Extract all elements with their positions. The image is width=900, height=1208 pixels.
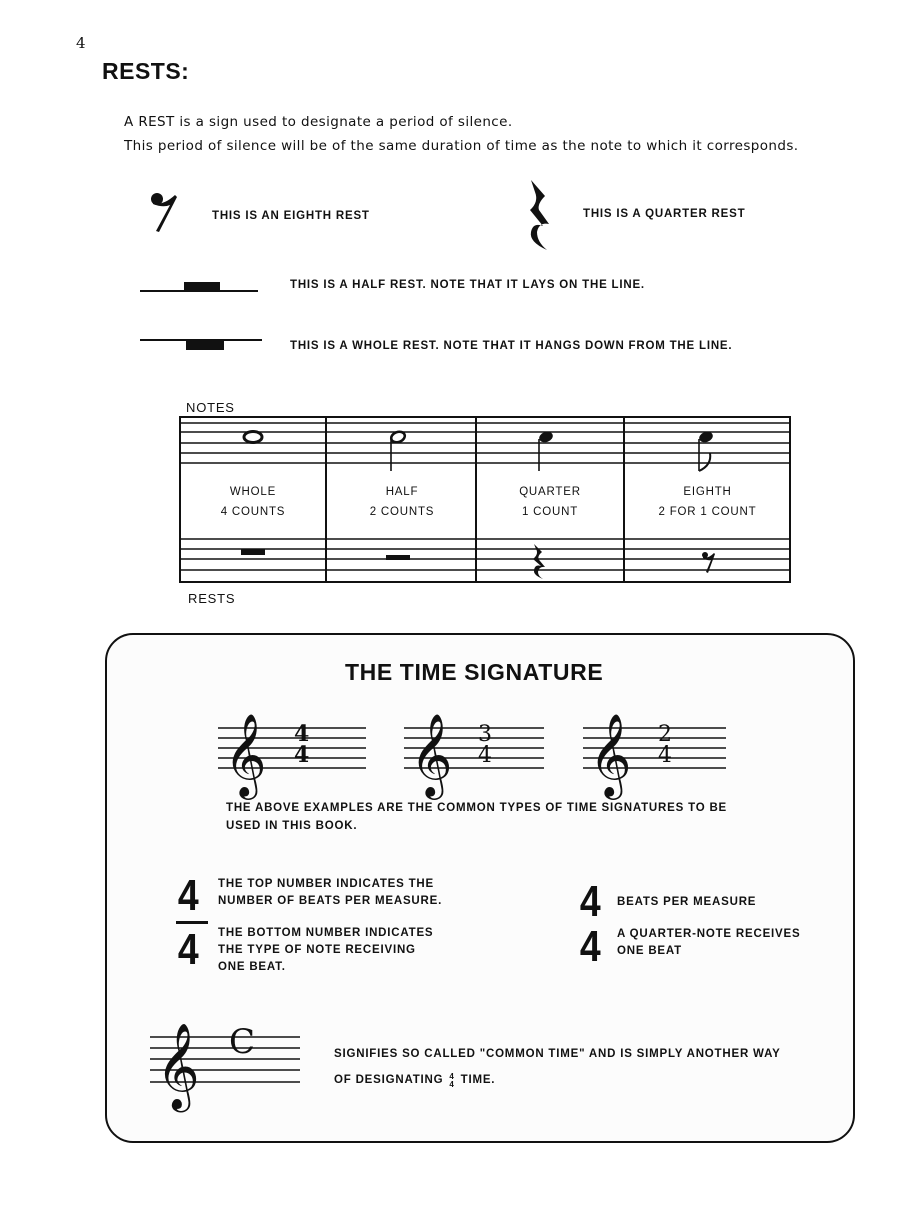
right-bottom-number: 4 xyxy=(579,922,601,971)
left-bottom-number: 4 xyxy=(177,925,199,974)
fraction-bar xyxy=(176,921,208,924)
intro-line-1: A REST is a sign used to designate a period of silence. xyxy=(124,114,513,130)
table-cell-eighth xyxy=(625,482,790,522)
top-number-text-2: NUMBER OF BEATS PER MEASURE. xyxy=(218,895,443,907)
right-top-number: 4 xyxy=(579,877,601,926)
staff-example-4-4 xyxy=(218,705,368,797)
page-number: 4 xyxy=(76,34,86,52)
quarter-note-text-1: A QUARTER-NOTE RECEIVES xyxy=(617,928,801,940)
ts-top: 2 xyxy=(658,722,672,747)
half-rest-label: THIS IS A HALF REST. NOTE THAT IT LAYS ON THE LINE. xyxy=(290,279,645,291)
eighth-rest-icon xyxy=(145,190,185,235)
ts-top: 4 xyxy=(294,721,310,747)
notes-label: NOTES xyxy=(186,400,235,415)
table-cell-half xyxy=(328,482,476,522)
small-ts-top: 4 xyxy=(449,1071,455,1081)
examples-caption-1: THE ABOVE EXAMPLES ARE THE COMMON TYPES OF TIME SIGNATURES TO BE xyxy=(226,802,728,814)
bottom-number-text-3: ONE BEAT. xyxy=(218,961,286,973)
column-count: 4 COUNTS xyxy=(220,506,286,518)
common-time-staff xyxy=(150,1015,302,1107)
eighth-rest-label: THIS IS AN EIGHTH REST xyxy=(212,210,370,222)
staff-example-2-4 xyxy=(583,705,726,797)
common-time-symbol: C xyxy=(229,1022,256,1062)
quarter-note-text-2: ONE BEAT xyxy=(617,945,682,957)
left-top-number: 4 xyxy=(177,871,199,920)
small-time-signature xyxy=(449,1073,454,1089)
staff-example-3-4 xyxy=(404,705,544,797)
bottom-number-text-2: THE TYPE OF NOTE RECEIVING xyxy=(218,944,416,956)
column-name: EIGHTH xyxy=(683,486,732,498)
treble-clef-icon: 𝄞 xyxy=(410,712,453,796)
page-title: RESTS: xyxy=(102,58,190,84)
column-count: 2 COUNTS xyxy=(369,506,435,518)
ts-bottom: 4 xyxy=(478,743,492,768)
time-sig-2-4 xyxy=(658,724,672,766)
treble-clef-icon: 𝄞 xyxy=(156,1023,200,1109)
time-sig-3-4 xyxy=(478,724,492,766)
quarter-rest-icon xyxy=(525,180,555,255)
bottom-number-text-1: THE BOTTOM NUMBER INDICATES xyxy=(218,927,434,939)
ts-bottom: 4 xyxy=(294,742,310,768)
table-cell-quarter xyxy=(477,482,623,522)
intro-line-2: This period of silence will be of the same duration of time as the note to which it corresponds. xyxy=(124,138,799,154)
quarter-rest-label: THIS IS A QUARTER REST xyxy=(583,208,746,220)
rests-label: RESTS xyxy=(188,591,236,606)
common-time-text-1: SIGNIFIES SO CALLED "COMMON TIME" AND IS SIMPLY ANOTHER WAY xyxy=(334,1048,781,1060)
time-signature-title: THE TIME SIGNATURE xyxy=(345,659,604,685)
column-name: QUARTER xyxy=(519,486,581,498)
table-cell-whole xyxy=(180,482,326,522)
common-time-text-2b: TIME. xyxy=(460,1074,496,1086)
time-sig-4-4 xyxy=(294,721,310,768)
ts-bottom: 4 xyxy=(658,743,672,768)
common-time-text-2a: OF DESIGNATING xyxy=(334,1074,444,1086)
whole-rest-label: THIS IS A WHOLE REST. NOTE THAT IT HANGS DOWN FROM THE LINE. xyxy=(290,340,733,352)
common-time-text-2 xyxy=(334,1072,495,1089)
top-number-text-1: THE TOP NUMBER INDICATES THE xyxy=(218,878,434,890)
beats-per-measure-text: BEATS PER MEASURE xyxy=(617,896,757,908)
examples-caption-2: USED IN THIS BOOK. xyxy=(226,820,358,832)
column-count: 1 COUNT xyxy=(521,506,579,518)
column-name: HALF xyxy=(385,486,419,498)
ts-top: 3 xyxy=(478,722,492,747)
treble-clef-icon: 𝄞 xyxy=(589,712,632,796)
small-ts-bottom: 4 xyxy=(449,1079,455,1089)
whole-rest-icon xyxy=(140,334,265,356)
column-count: 2 FOR 1 COUNT xyxy=(658,506,757,518)
column-name: WHOLE xyxy=(229,486,277,498)
treble-clef-icon: 𝄞 xyxy=(224,712,267,796)
half-rest-icon xyxy=(140,278,260,298)
